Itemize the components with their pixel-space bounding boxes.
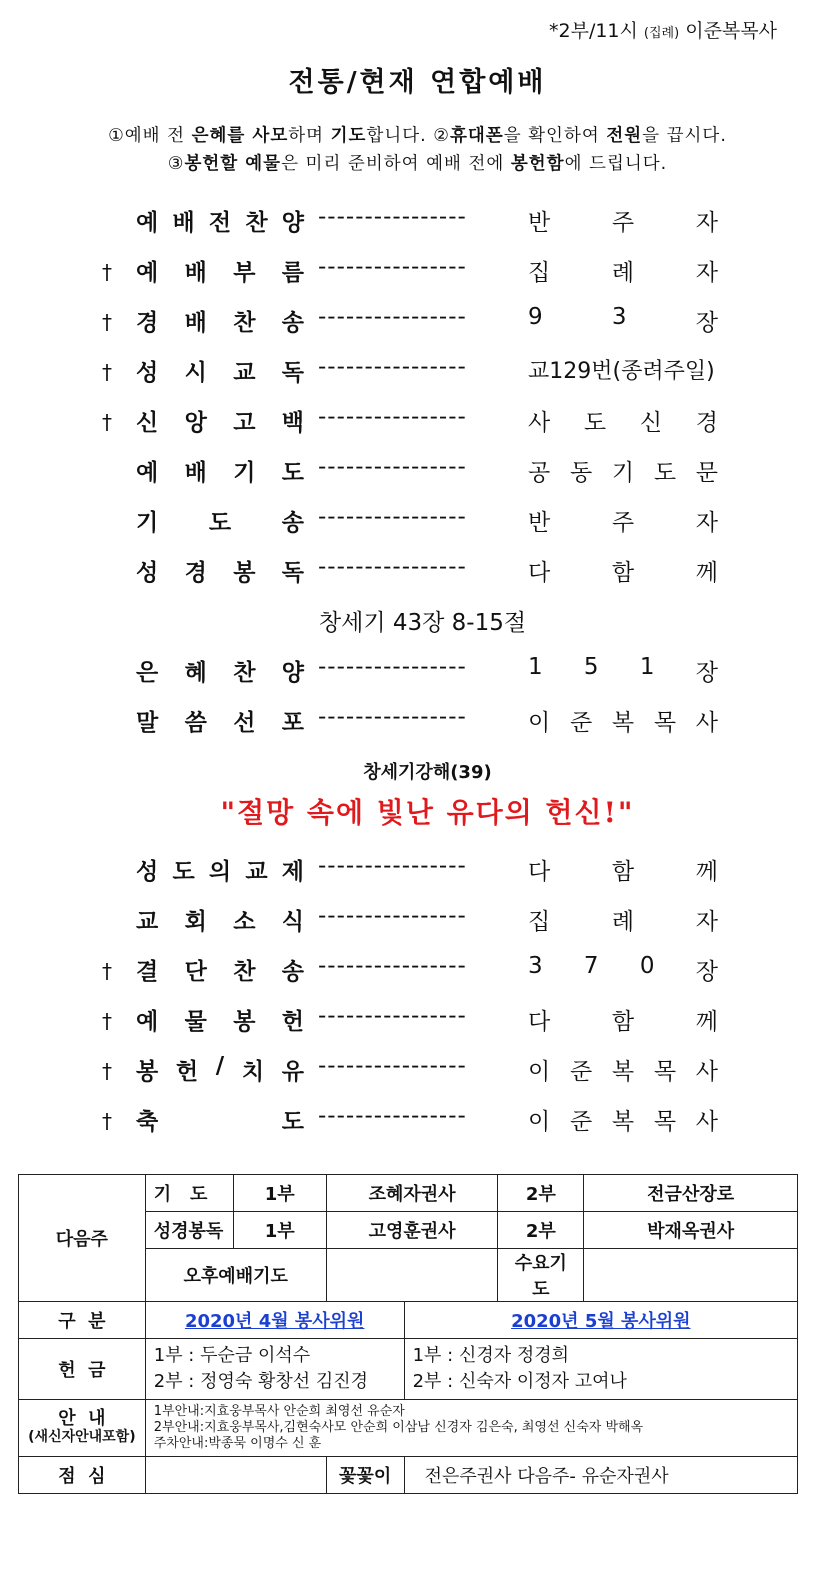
order-item-name: 결 단 찬 송 <box>136 959 304 985</box>
order-item-name: 경 배 찬 송 <box>136 310 304 336</box>
leader-dots: ---------------- <box>318 704 467 730</box>
order-item <box>100 254 740 294</box>
guide-text: 하며 <box>288 126 331 146</box>
lunch-empty-cell <box>145 1457 326 1494</box>
order-item-name: 예 배 기 도 <box>136 460 304 486</box>
april-volunteers-header: 2020년 4월 봉사위원 <box>184 1311 365 1332</box>
guide-text: 을 끕시다. <box>642 126 727 146</box>
order-item-name: 예 물 봉 헌 <box>136 1009 304 1035</box>
guide-text: 은혜를 사모 <box>191 126 289 146</box>
guide-line-1 <box>0 122 835 147</box>
guide-text: 합니다. ② <box>366 126 450 146</box>
order-item-value: 9 3 장 <box>528 304 718 336</box>
order-item <box>100 704 740 744</box>
order-item-name: 교 회 소 식 <box>136 909 304 935</box>
order-item-value: 이 준 복 목 사 <box>528 1059 718 1085</box>
order-item-value: 3 7 0 장 <box>528 953 718 985</box>
part2-label: 2부 <box>498 1175 584 1212</box>
order-item <box>100 953 740 993</box>
leader-dots: ---------------- <box>318 504 467 530</box>
guide-text: 을 확인하여 <box>503 126 607 146</box>
standing-cross-mark: † <box>102 360 112 384</box>
order-item-name: 성 시 교 독 <box>136 360 304 386</box>
order-item-value: 1 5 1 장 <box>528 654 718 686</box>
leader-dots: ---------------- <box>318 554 467 580</box>
sermon-series: 창세기강해(39) <box>363 762 492 783</box>
leader-dots: ---------------- <box>318 254 467 280</box>
lunch-label: 점 심 <box>19 1457 146 1494</box>
leader-dots: ---------------- <box>318 1103 467 1129</box>
reading-part2-name: 박재옥권사 <box>584 1212 798 1249</box>
guide-text: ①예배 전 <box>108 126 192 146</box>
order-item <box>100 204 740 244</box>
order-item <box>100 554 740 594</box>
reading-label: 성경봉독 <box>145 1212 233 1249</box>
leader-dots: ---------------- <box>318 903 467 929</box>
order-item <box>100 1053 740 1093</box>
standing-cross-mark: † <box>102 1059 112 1083</box>
afternoon-prayer-value <box>326 1249 498 1302</box>
sermon-title: "절망 속에 빛난 유다의 헌신!" <box>220 796 635 829</box>
leader-dots: ---------------- <box>318 354 467 380</box>
flower-value: 전은주권사 다음주- 유순자권사 <box>404 1457 797 1494</box>
leader-dots: ---------------- <box>318 404 467 430</box>
order-item-value: 교129번(종려주일) <box>528 359 715 384</box>
order-item-value: 다 함 께 <box>528 1009 718 1035</box>
guide-text: 봉헌할 예물 <box>184 154 282 174</box>
order-item-value: 사 도 신 경 <box>528 410 718 436</box>
ushers-list: 1부안내:지효웅부목사 안순희 최영선 유순자 2부안내:지효웅부목사,김현숙사모 안순희 이삼남 신경자 김은숙, 최영선 신숙자 박해옥 주차안내:박종묵 이명수 신 훈 <box>145 1400 797 1457</box>
part1-label: 1부 <box>233 1175 326 1212</box>
leader-dots: ---------------- <box>318 1003 467 1029</box>
part2-label: 2부 <box>498 1212 584 1249</box>
wednesday-prayer-value <box>584 1249 798 1302</box>
standing-cross-mark: † <box>102 310 112 334</box>
order-item <box>100 504 740 544</box>
guide-text: 기도 <box>330 126 367 146</box>
leader-dots: ---------------- <box>318 654 467 680</box>
standing-cross-mark: † <box>102 959 112 983</box>
part1-label: 1부 <box>233 1212 326 1249</box>
offering-may: 1부 : 신경자 정경희 2부 : 신숙자 이정자 고여나 <box>404 1339 797 1400</box>
order-item-name: 신 앙 고 백 <box>136 410 304 436</box>
presider-note: *2부/11시 (집례) 이준복목사 <box>549 20 777 42</box>
guide-text: 휴대폰 <box>449 126 504 146</box>
reading-part1-name: 고영훈권사 <box>326 1212 498 1249</box>
offering-label: 헌 금 <box>19 1339 146 1400</box>
guide-text: 은 미리 준비하여 예배 전에 <box>281 154 511 174</box>
leader-dots: ---------------- <box>318 454 467 480</box>
order-item-name: 축 도 <box>136 1109 304 1135</box>
order-item-value: 이 준 복 목 사 <box>528 710 718 736</box>
prayer-part2-name: 전금산장로 <box>584 1175 798 1212</box>
leader-dots: ---------------- <box>318 953 467 979</box>
standing-cross-mark: † <box>102 260 112 284</box>
order-item-value: 다 함 께 <box>528 560 718 586</box>
order-item <box>100 853 740 893</box>
order-item <box>100 304 740 344</box>
order-item <box>100 404 740 444</box>
order-item-value: 이 준 복 목 사 <box>528 1109 718 1135</box>
standing-cross-mark: † <box>102 1109 112 1133</box>
order-item <box>100 1003 740 1043</box>
order-item <box>100 354 740 394</box>
order-item-name: 성 도 의 교 제 <box>136 859 304 885</box>
flower-label: 꽃꽃이 <box>326 1457 404 1494</box>
section-label: 구 분 <box>19 1302 146 1339</box>
guide-text: ③ <box>167 154 185 174</box>
order-item-name: 말 씀 선 포 <box>136 710 304 736</box>
leader-dots: ---------------- <box>318 1053 467 1079</box>
scripture-reference: 창세기 43장 8-15절 <box>318 610 527 636</box>
leader-dots: ---------------- <box>318 204 467 230</box>
order-item-name: 예 배 전 찬 양 <box>136 210 304 236</box>
order-item-name: 기 도 송 <box>136 510 304 536</box>
order-item-value: 집 례 자 <box>528 260 718 286</box>
may-volunteers-header: 2020년 5월 봉사위원 <box>511 1311 691 1332</box>
order-item-name: 예 배 부 름 <box>136 260 304 286</box>
order-item <box>100 903 740 943</box>
page-title: 전통/현재 연합예배 <box>288 67 547 98</box>
guide-text: 전원 <box>606 126 643 146</box>
order-item-name: 봉 헌 / 치 유 <box>136 1053 304 1085</box>
wednesday-prayer-label: 수요기도 <box>498 1249 584 1302</box>
prayer-label: 기 도 <box>145 1175 233 1212</box>
order-item-value: 반 주 자 <box>528 210 718 236</box>
order-item-value: 집 례 자 <box>528 909 718 935</box>
guide-line-2 <box>0 150 835 175</box>
order-item <box>100 654 740 694</box>
guide-text: 에 드립니다. <box>564 154 668 174</box>
guide-text: 봉헌함 <box>510 154 565 174</box>
afternoon-prayer-label: 오후예배기도 <box>145 1249 326 1302</box>
offering-april: 1부 : 두순금 이석수 2부 : 정영숙 황창선 김진경 <box>145 1339 404 1400</box>
order-item-name: 성 경 봉 독 <box>136 560 304 586</box>
order-item <box>100 454 740 494</box>
order-item-value: 반 주 자 <box>528 510 718 536</box>
order-item-value: 공 동 기 도 문 <box>528 460 718 486</box>
order-item-value: 다 함 께 <box>528 859 718 885</box>
order-item-name: 은 혜 찬 양 <box>136 660 304 686</box>
order-item <box>100 1103 740 1143</box>
standing-cross-mark: † <box>102 410 112 434</box>
leader-dots: ---------------- <box>318 304 467 330</box>
guide-label: 안 내 (새신자안내포함) <box>19 1400 146 1457</box>
prayer-part1-name: 조혜자권사 <box>326 1175 498 1212</box>
standing-cross-mark: † <box>102 1009 112 1033</box>
leader-dots: ---------------- <box>318 853 467 879</box>
service-info-table <box>18 1174 798 1494</box>
next-week-label: 다음주 <box>19 1175 146 1302</box>
